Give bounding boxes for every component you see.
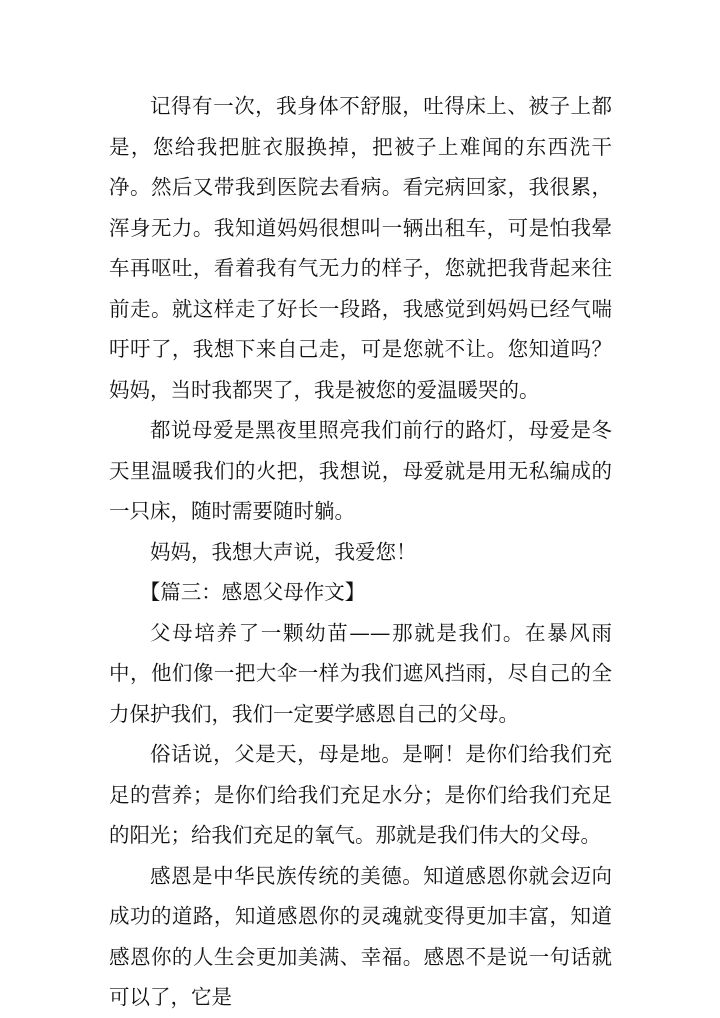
section-heading: 【篇三：感恩父母作文】 — [139, 580, 366, 604]
document-page — [109, 86, 612, 1018]
paragraph-mother-love: 都说母爱是黑夜里照亮我们前行的路灯，母爱是冬天里温暖我们的火把，我想说，母爱就是用无私编成的一只床，随时需要随时躺。 — [109, 418, 612, 523]
paragraph-i-love-you: 妈妈，我想大声说，我爱您！ — [150, 539, 417, 564]
paragraph-virtue: 感恩是中华民族传统的美德。知道感恩你就会迈向成功的道路，知道感恩你的灵魂就变得更加丰富，知道感恩你的人生会更加美满、幸福。感恩不是说一句话就可以了，它是 — [109, 863, 612, 1009]
paragraph-memory: 记得有一次，我身体不舒服，吐得床上、被子上都是，您给我把脏衣服换掉，把被子上难闻的东西洗干净。然后又带我到医院去看病。看完病回家，我很累，浑身无力。我知道妈妈很想叫一辆出租车，可是怕我晕车再呕吐，看着我有气无力的样子，您就把我背起来往前走。就这样走了好长一段路，我感觉到妈妈已经气喘吁吁了，我想下来自己走，可是您就不让。您知道吗？妈妈，当时我都哭了，我是被您的爱温暖哭的。 — [109, 94, 612, 402]
paragraph-proverb: 俗话说，父是天，母是地。是啊！是你们给我们充足的营养；是你们给我们充足水分；是你们给我们充足的阳光；给我们充足的氧气。那就是我们伟大的父母。 — [109, 742, 612, 847]
paragraph-seedling: 父母培养了一颗幼苗——那就是我们。在暴风雨中，他们像一把大伞一样为我们遮风挡雨，尽自己的全力保护我们，我们一定要学感恩自己的父母。 — [109, 620, 612, 726]
